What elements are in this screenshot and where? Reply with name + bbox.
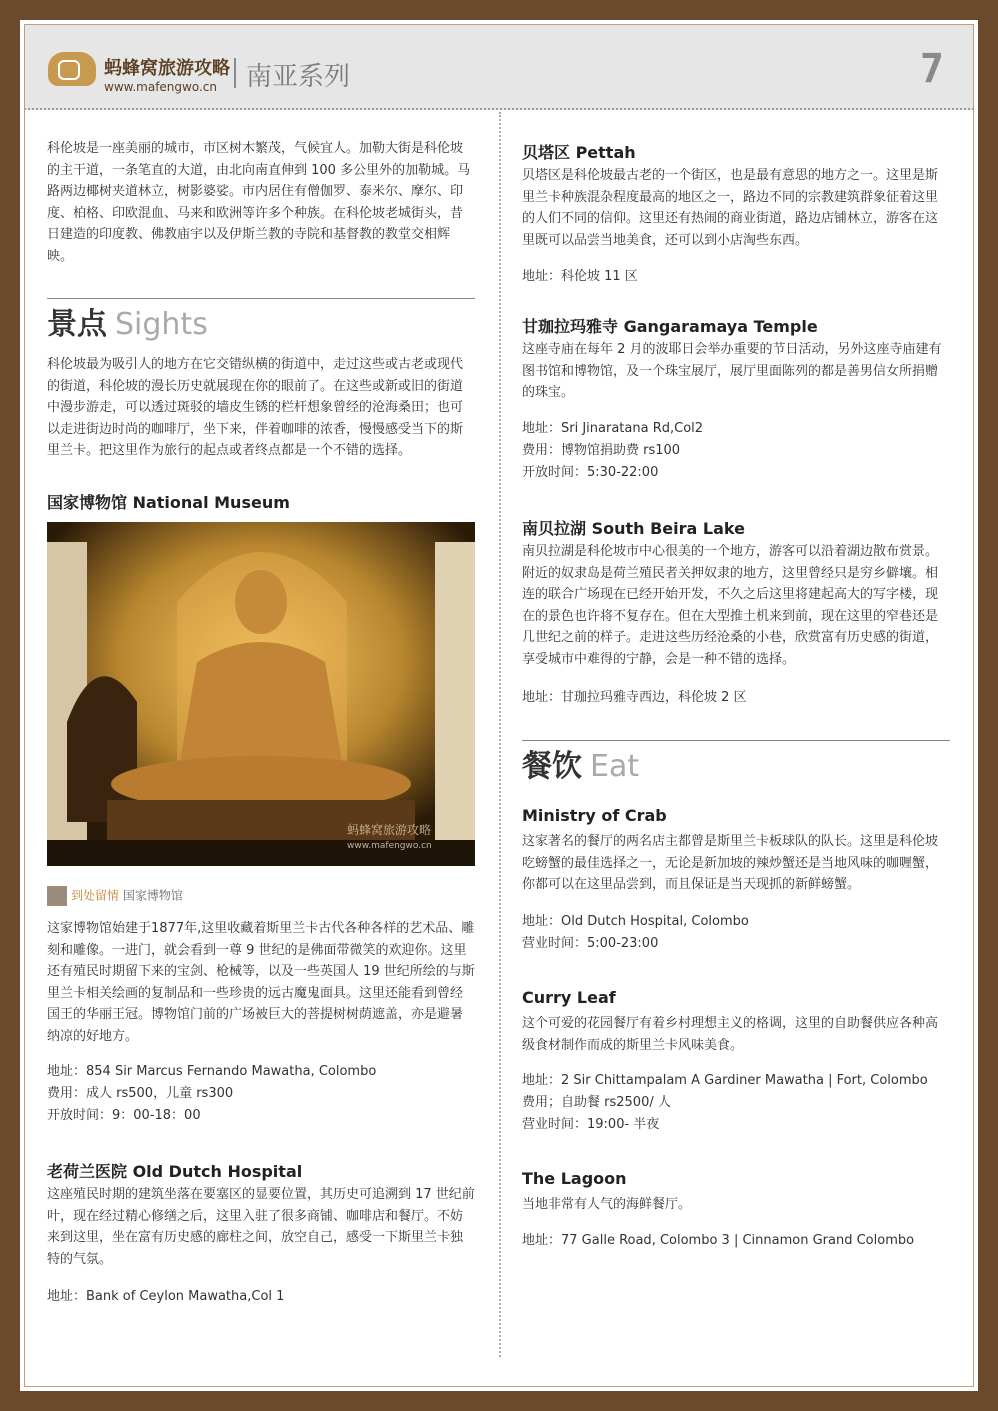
page-number: 7 (919, 46, 944, 92)
pettah-description: 贝塔区是科伦坡最古老的一个街区，也是最有意思的地方之一。这里是斯里兰卡种族混杂程度最高的地区之一，路边不同的宗教建筑群象征着这里的人们不同的信仰。这里还有热闹的商业街道，路边店铺林立，游客在这里既可以品尝当地美食，还可以到小店淘些东西。 (522, 168, 939, 248)
gangaramaya-title: 甘珈拉玛雅寺 Gangaramaya Temple (522, 317, 818, 336)
logo-url: www.mafengwo.cn (104, 80, 217, 94)
series-title: 南亚系列 (246, 62, 351, 92)
photo-watermark-url: www.mafengwo.cn (347, 841, 432, 851)
curry-leaf-address: 地址：2 Sir Chittampalam A Gardiner Mawatha | Fort, Colombo (522, 1073, 928, 1088)
photo-watermark-cn: 蚂蜂窝旅游攻略 (347, 823, 432, 837)
avatar[interactable] (47, 886, 67, 906)
sights-heading (47, 298, 475, 343)
sights-heading-cn: 景点 (47, 307, 107, 342)
page (20, 20, 978, 1391)
photo-credit (47, 886, 183, 906)
sights-intro: 科伦坡最为吸引人的地方在它交错纵横的街道中，走过这些或古老或现代的街道，科伦坡的漫长历史就展现在你的眼前了。在这些或新或旧的街道中漫步游走，可以透过斑驳的墙皮生锈的栏杆想象曾经的沧海桑田；也可以走进街边时尚的咖啡厅，坐下来，伴着咖啡的浓香，慢慢感受当下的斯里兰卡。把这里作为旅行的起点或者终点都是一个不错的选择。 (47, 357, 464, 458)
curry-leaf-hours: 营业时间：19:00- 半夜 (522, 1117, 660, 1132)
curry-leaf-title: Curry Leaf (522, 988, 616, 1007)
eat-heading (522, 740, 950, 785)
sights-heading-en: Sights (115, 307, 208, 342)
dutch-hospital-title: 老荷兰医院 Old Dutch Hospital (47, 1162, 303, 1181)
ministry-of-crab-title: Ministry of Crab (522, 806, 667, 825)
ministry-of-crab-hours: 营业时间：5:00-23:00 (522, 936, 659, 951)
photo-svg (47, 522, 475, 866)
museum-address: 地址：854 Sir Marcus Fernando Mawatha, Colombo (47, 1064, 377, 1079)
museum-fee: 费用：成人 rs500，儿童 rs300 (47, 1086, 234, 1101)
eat-heading-en: Eat (590, 749, 640, 784)
beira-lake-title: 南贝拉湖 South Beira Lake (522, 519, 745, 538)
pettah-title: 贝塔区 Pettah (522, 143, 636, 162)
credit-user-link[interactable]: 到处留情 (71, 888, 120, 903)
gangaramaya-address: 地址：Sri Jinaratana Rd,Col2 (522, 421, 704, 436)
gangaramaya-fee: 费用：博物馆捐助费 rs100 (522, 443, 681, 458)
curry-leaf-fee: 费用；自助餐 rs2500/ 人 (522, 1095, 671, 1110)
ministry-of-crab-description: 这家著名的餐厅的两名店主都曾是斯里兰卡板球队的队长。这里是科伦坡吃螃蟹的最佳选择之一，无论是新加坡的辣炒蟹还是当地风味的咖喱蟹，你都可以在这里品尝到，而且保证是当天现抓的新鲜螃蟹。 (522, 834, 939, 892)
museum-title: 国家博物馆 National Museum (47, 493, 290, 512)
beira-lake-address: 地址：甘珈拉玛雅寺西边，科伦坡 2 区 (522, 690, 747, 705)
mafengwo-logo-icon (48, 52, 96, 86)
column-divider (499, 112, 501, 1357)
museum-hours: 开放时间：9：00-18：00 (47, 1108, 201, 1123)
museum-description: 这家博物馆始建于1877年,这里收藏着斯里兰卡古代各种各样的艺术品、雕刻和雕像。一进门，就会看到一尊 9 世纪的是佛面带微笑的欢迎你。这里还有殖民时期留下来的宝剑、枪械等，以及一些英国人 19 世纪所绘的与斯里兰卡相关绘画的复制品和一些珍贵的远古魔鬼面具。这里还能看到曾经国王的华丽王冠。博物馆门前的广场被巨大的菩提树树荫遮盖，亦是避暑纳凉的好地方。 (47, 921, 475, 1044)
curry-leaf-description: 这个可爱的花园餐厅有着乡村理想主义的格调，这里的自助餐供应各种高级食材制作而成的斯里兰卡风味美食。 (522, 1016, 939, 1053)
ministry-of-crab-address: 地址：Old Dutch Hospital, Colombo (522, 914, 749, 929)
pettah-address: 地址：科伦坡 11 区 (522, 269, 638, 284)
city-intro: 科伦坡是一座美丽的城市，市区树木繁茂，气候宜人。加勒大街是科伦坡的主干道，一条笔直的大道，由北向南直伸到 100 多公里外的加勒城。马路两边椰树夹道林立，树影婆娑。市内居住有僧伽罗、泰米尔、摩尔、印度、柏格、印欧混血、马来和欧洲等许多个种族。在科伦坡老城街头，昔日建造的印度教、佛教庙宇以及伊斯兰教的寺院和基督教的教堂交相辉映。 (47, 141, 471, 264)
logo-text: 蚂蜂窝旅游攻略 (104, 58, 230, 79)
credit-place: 国家博物馆 (122, 888, 183, 903)
lagoon-description: 当地非常有人气的海鲜餐厅。 (522, 1197, 692, 1212)
lagoon-address: 地址：77 Galle Road, Colombo 3 | Cinnamon Grand Colombo (522, 1233, 915, 1248)
page-header (24, 24, 974, 110)
dutch-hospital-address: 地址：Bank of Ceylon Mawatha,Col 1 (47, 1289, 285, 1304)
buddha-statue-photo (47, 522, 475, 866)
gangaramaya-hours: 开放时间：5:30-22:00 (522, 465, 659, 480)
eat-heading-cn: 餐饮 (522, 749, 582, 784)
lagoon-title: The Lagoon (522, 1169, 627, 1188)
beira-lake-description: 南贝拉湖是科伦坡市中心很美的一个地方，游客可以沿着湖边散布赏景。附近的奴隶岛是荷兰殖民者关押奴隶的地方，这里曾经只是穷乡僻壤。相连的联合广场现在已经开始开发，不久之后这里将建起高大的写字楼，现在的景色也许将不复存在。但在大型推土机来到前，现在这里的窄巷还是几世纪之前的样子。走进这些历经沧桑的小巷，欣赏富有历史感的街道，享受城市中难得的宁静，会是一种不错的选择。 (522, 544, 939, 667)
dutch-hospital-description: 这座殖民时期的建筑坐落在要塞区的显要位置，其历史可追溯到 17 世纪前叶，现在经过精心修缮之后，这里入驻了很多商铺、咖啡店和餐厅。不妨来到这里，坐在富有历史感的廊柱之间，放空自己，感受一下斯里兰卡独特的气氛。 (47, 1187, 475, 1267)
header-divider (234, 58, 236, 88)
gangaramaya-description: 这座寺庙在每年 2 月的波耶日会举办重要的节日活动，另外这座寺庙建有图书馆和博物馆，及一个珠宝展厅，展厅里面陈列的都是善男信女所捐赠的珠宝。 (522, 342, 942, 400)
